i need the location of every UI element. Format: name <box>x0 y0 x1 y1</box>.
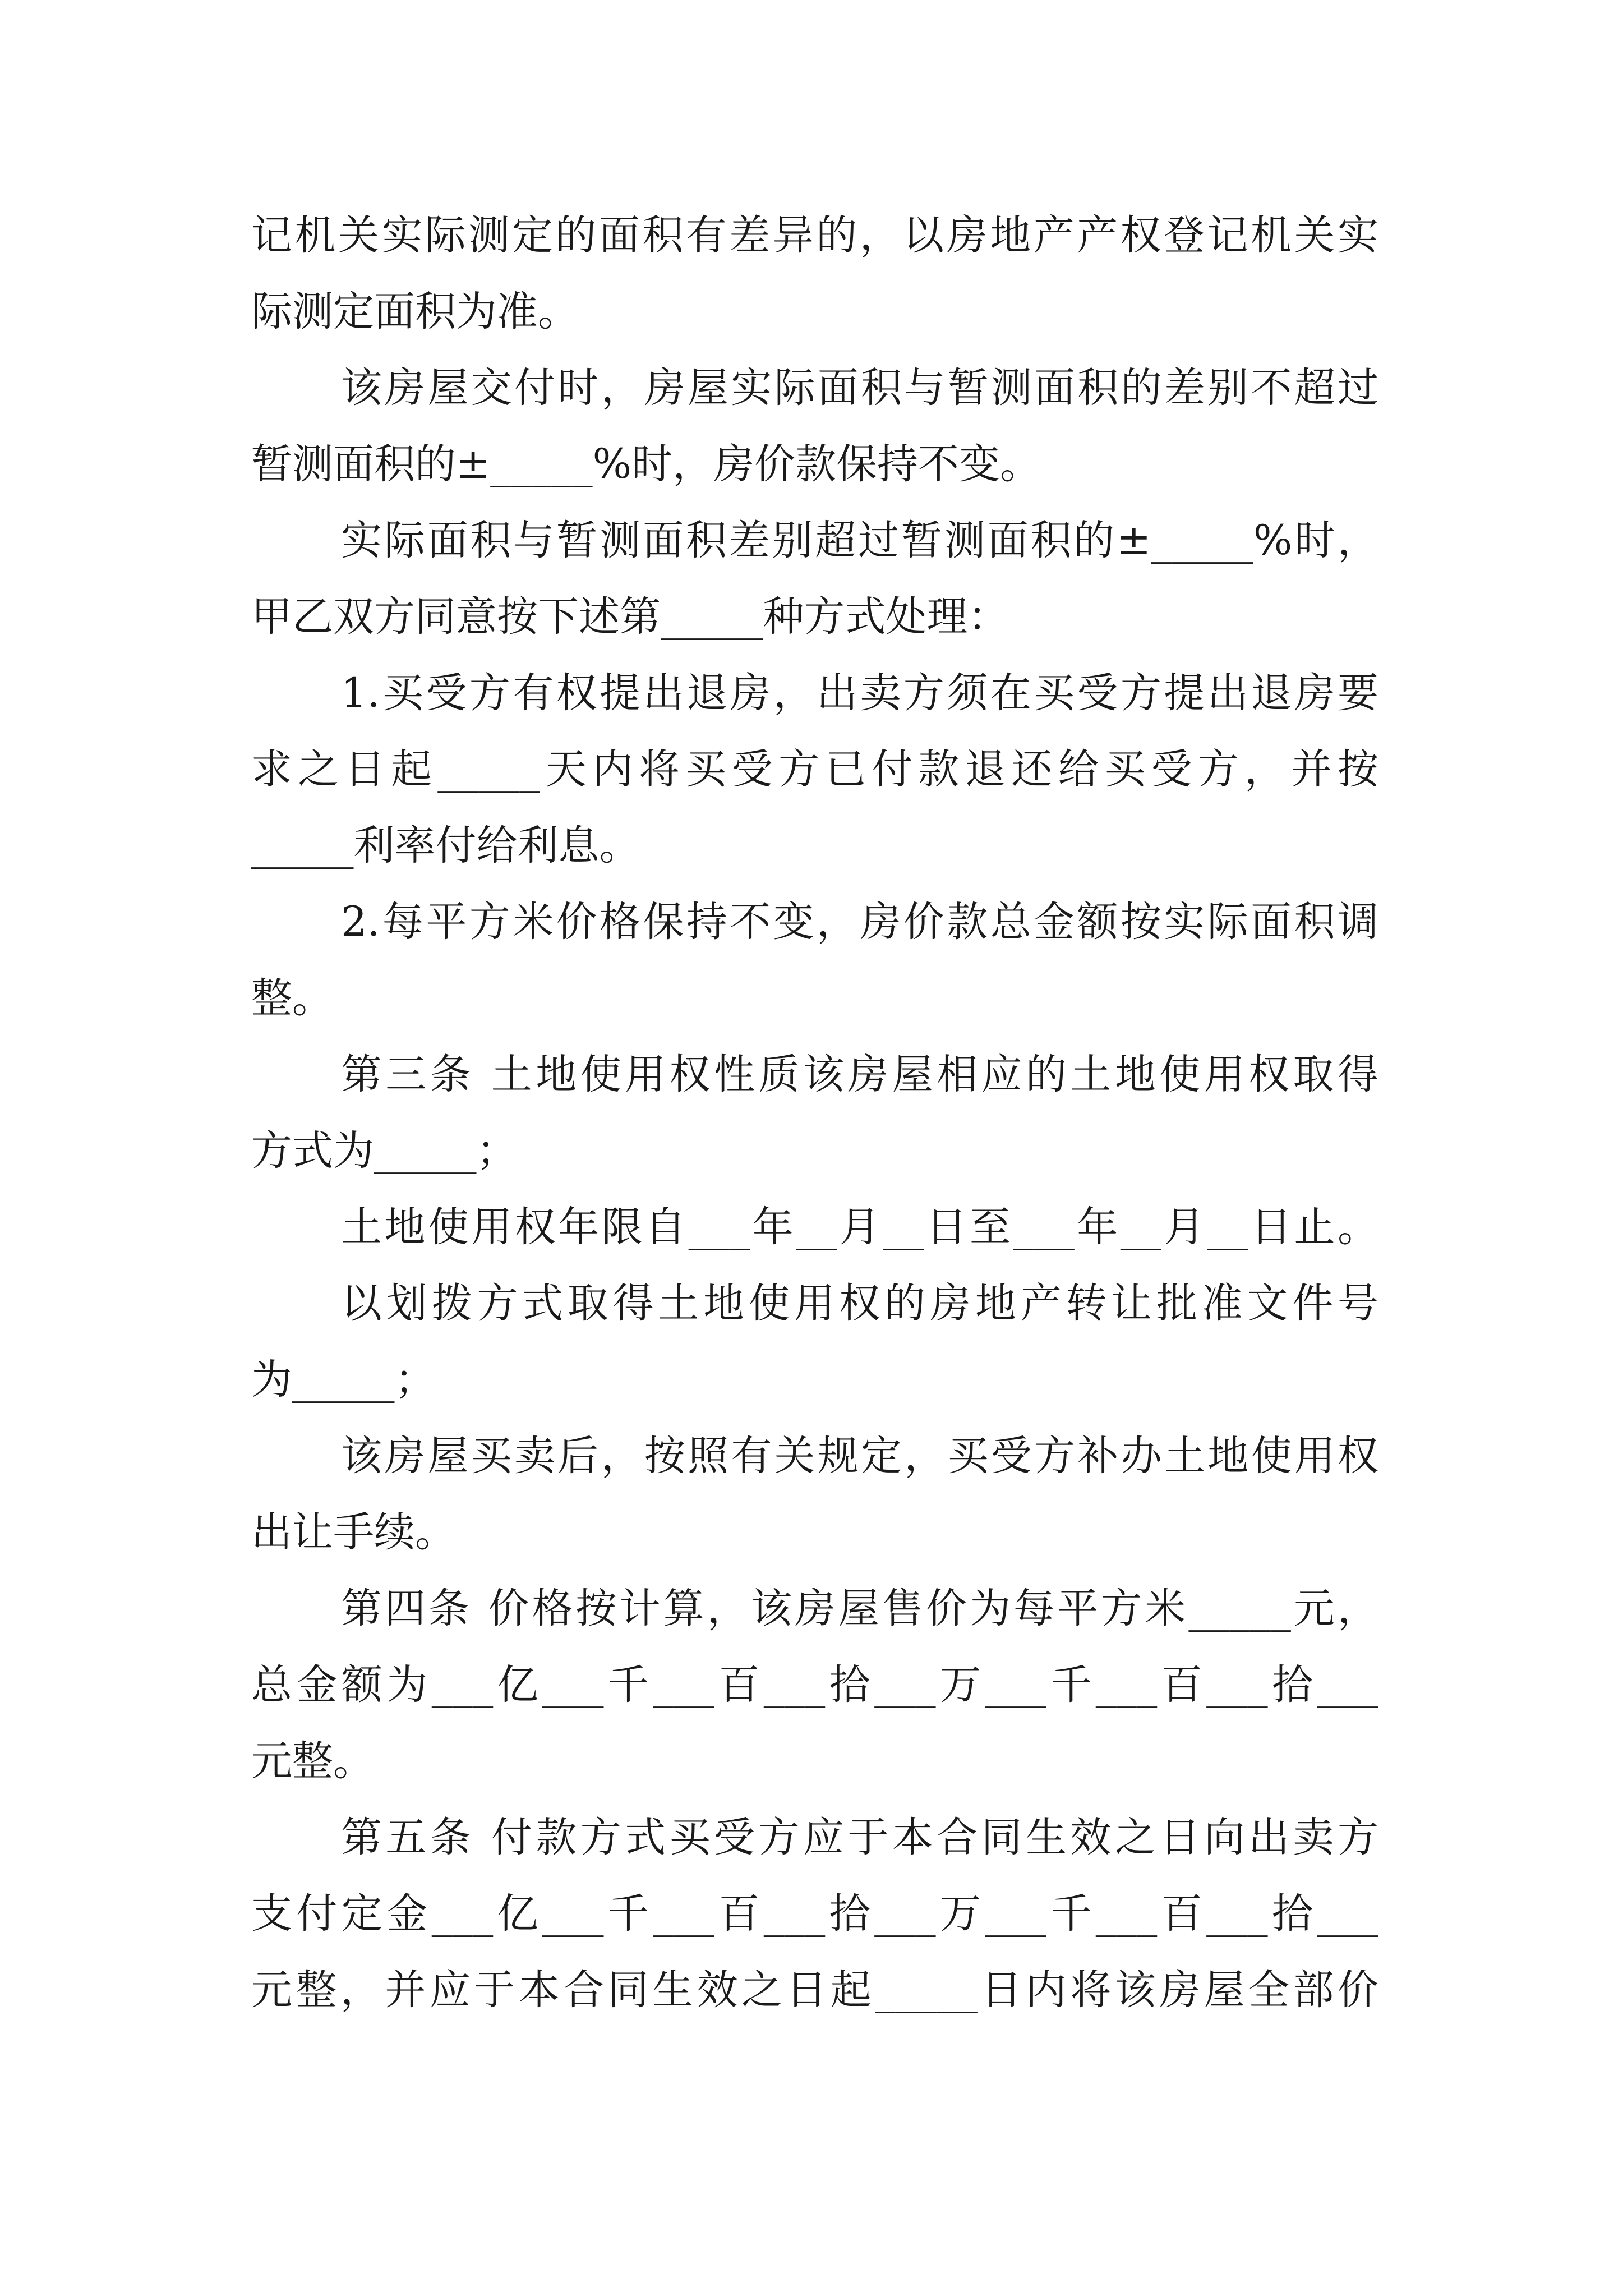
text-line: _____利率付给利息。 <box>251 822 640 869</box>
text-line: 元整，并应于本合同生效之日起_____日内将该房屋全部价 <box>251 1966 1378 2014</box>
text-line: 1.买受方有权提出退房，出卖方须在买受方提出退房要 <box>341 669 1378 717</box>
text-line: 以划拨方式取得土地使用权的房地产转让批准文件号 <box>341 1280 1378 1327</box>
text-line: 元整。 <box>251 1737 374 1785</box>
text-line: 实际面积与暂测面积差别超过暂测面积的±_____%时， <box>341 517 1378 564</box>
text-line: 整。 <box>251 974 333 1022</box>
text-line: 暂测面积的±_____%时，房价款保持不变。 <box>251 440 1041 488</box>
text-line: 记机关实际测定的面积有差异的，以房地产产权登记机关实 <box>251 211 1378 259</box>
text-line: 第三条 土地使用权性质该房屋相应的土地使用权取得 <box>341 1051 1378 1098</box>
text-line: 该房屋买卖后，按照有关规定，买受方补办土地使用权 <box>341 1432 1378 1480</box>
text-line: 该房屋交付时，房屋实际面积与暂测面积的差别不超过 <box>341 364 1378 412</box>
text-line: 总金额为___亿___千___百___拾___万___千___百___拾___ <box>251 1661 1378 1709</box>
text-line: 方式为_____； <box>251 1127 518 1175</box>
text-line: 际测定面积为准。 <box>251 288 579 335</box>
text-line: 求之日起_____天内将买受方已付款退还给买受方，并按 <box>251 746 1378 793</box>
text-line: 甲乙双方同意按下述第_____种方式处理： <box>251 593 1009 641</box>
text-line: 土地使用权年限自___年__月__日至___年__月__日止。 <box>341 1203 1378 1251</box>
text-line: 支付定金___亿___千___百___拾___万___千___百___拾___ <box>251 1890 1378 1938</box>
text-line: 第五条 付款方式买受方应于本合同生效之日向出卖方 <box>341 1814 1378 1861</box>
text-line: 出让手续。 <box>251 1508 456 1556</box>
text-line: 第四条 价格按计算，该房屋售价为每平方米_____元， <box>341 1585 1378 1632</box>
text-line: 为_____； <box>251 1356 436 1404</box>
text-line: 2.每平方米价格保持不变，房价款总金额按实际面积调 <box>341 898 1378 946</box>
